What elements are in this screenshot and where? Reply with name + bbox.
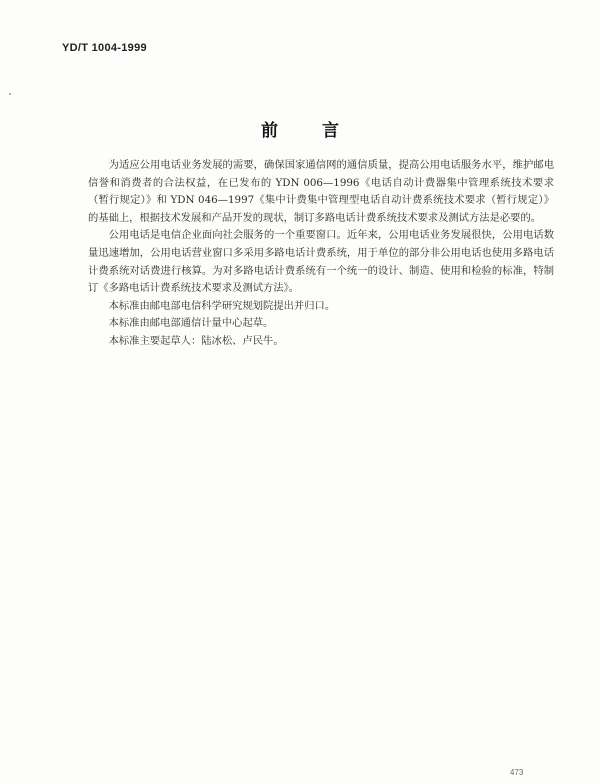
paragraph-background: 公用电话是电信企业面向社会服务的一个重要窗口。近年来，公用电话业务发展很快，公用电话数量迅速增加，公用电话营业窗口多采用多路电话计费系统，用于单位的部分非公用电话也使用多路电话计费系统对话费进行核算。为对多路电话计费系统有一个统一的设计、制造、使用和检验的标准，特制订《多路电话计费系统技术要求及测试方法》。 (88, 229, 554, 295)
foreword-body (88, 157, 554, 351)
standard-code: YD/T 1004-1999 (62, 42, 147, 54)
paragraph-purpose: 为适应公用电话业务发展的需要，确保国家通信网的通信质量，提高公用电话服务水平，维护邮电信誉和消费者的合法权益，在已发布的 YDN 006—1996《电话自动计费器集中管理系统技术要求（暂行规定）》和 YDN 046—1997《集中计费集中管理型电话自动计费系统技术要求（暂行规定）》的基础上，根据技术发展和产品开发的现状，制订多路电话计费系统技术要求及测试方法是必要的。 (88, 159, 554, 224)
page-number: 473 (510, 768, 524, 777)
paragraph-proposer: 本标准由邮电部电信科学研究规划院提出并归口。 (108, 299, 336, 312)
page-title: 前言 (261, 121, 383, 141)
paragraph-authors: 本标准主要起草人：陆冰松、卢民牛。 (108, 334, 284, 347)
scan-speck (9, 93, 11, 95)
paragraph-drafter: 本标准由邮电部通信计量中心起草。 (108, 317, 274, 330)
